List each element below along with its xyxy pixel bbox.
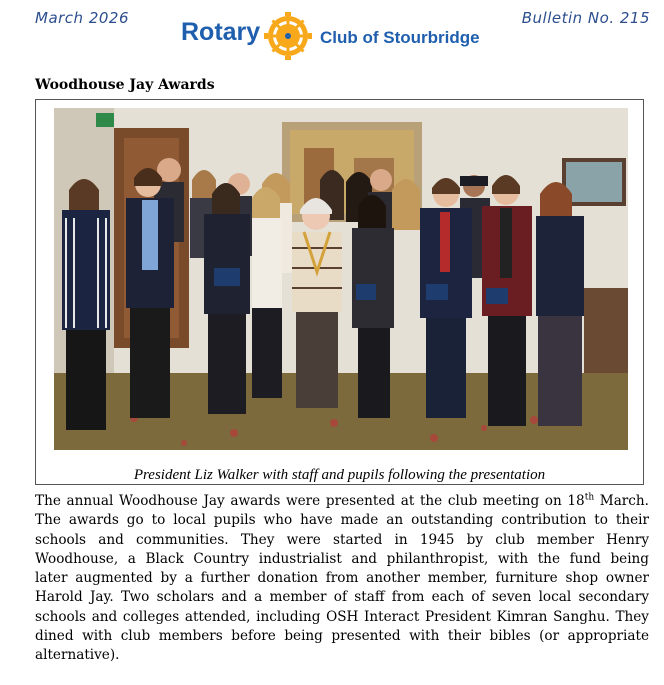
group-photo-illustration	[54, 108, 628, 450]
article-line: The annual Woodhouse Jay awards were presented at the club meeting on 18th March.	[35, 492, 649, 509]
article-line: dined with club members before being presented with their bibles (or appropriate	[35, 628, 649, 645]
rotary-wheel-icon	[264, 12, 312, 60]
article-line: Woodhouse, a Black Country industrialist and philanthropist, with the fund being	[35, 550, 649, 567]
logo-wordmark: Rotary	[181, 18, 261, 46]
article-line: schools and colleges attended, including OSH Interact President Kimran Sanghu. They	[35, 608, 649, 625]
issue-date: March 2026	[35, 9, 129, 27]
bulletin-header	[0, 0, 664, 64]
article-line: Harold Jay. Two scholars and a member of staff from each of seven local secondary	[35, 589, 649, 606]
article-line: alternative).	[35, 647, 120, 664]
logo-club-name: Club of Stourbridge	[320, 28, 480, 47]
article-body	[35, 492, 649, 666]
group-photo	[54, 108, 628, 450]
rotary-logo	[181, 12, 481, 62]
photo-caption: President Liz Walker with staff and pupils following the presentation	[133, 467, 546, 483]
article-title: Woodhouse Jay Awards	[35, 77, 215, 93]
article-line: later augmented by a further donation from another member, furniture shop owner	[35, 570, 649, 587]
bulletin-number: Bulletin No. 215	[521, 9, 650, 27]
article-line: schools and communities. They were started in 1945 by club member Henry	[35, 531, 649, 548]
article-line: The awards go to local pupils who have made an outstanding contribution to their	[35, 512, 649, 529]
photo-frame	[35, 99, 644, 485]
